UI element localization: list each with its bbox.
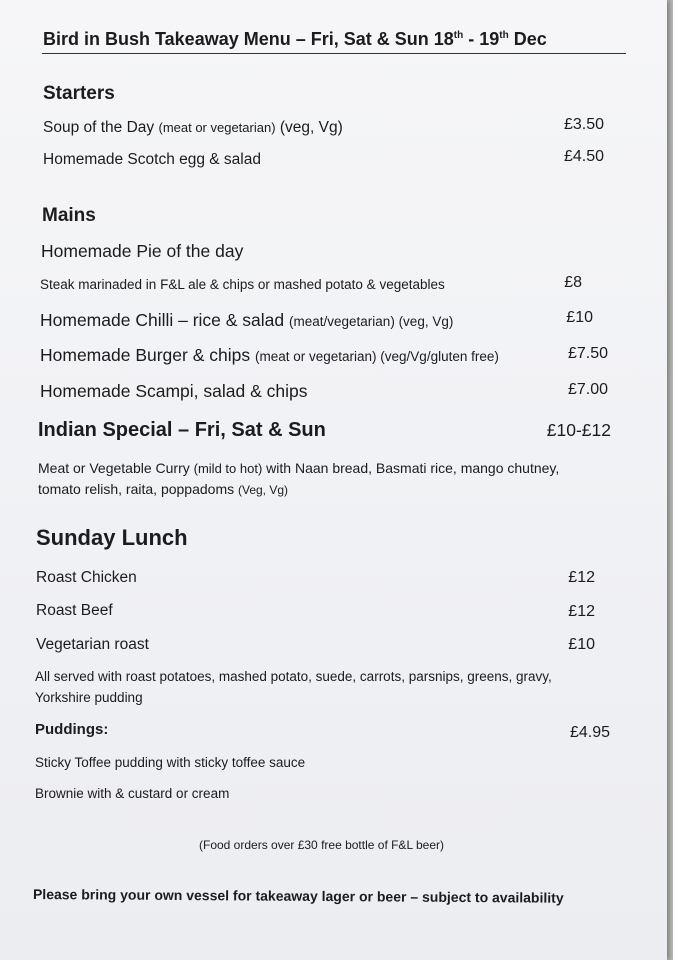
sunday-vegetarian-roast-price: £10 [568, 636, 595, 653]
starter-soup-price: £3.50 [563, 116, 604, 133]
starter-soup: Soup of the Day (meat or vegetarian) (veg, Vg) [43, 119, 343, 136]
puddings-heading: Puddings: [35, 721, 109, 738]
puddings-price: £4.95 [569, 724, 610, 741]
starters-heading: Starters [43, 83, 115, 104]
sunday-roast-chicken: Roast Chicken [36, 569, 137, 586]
free-beer-offer: (Food orders over £30 free bottle of F&L beer) [199, 838, 445, 852]
mains-heading: Mains [42, 205, 96, 226]
sunday-served-with-1: All served with roast potatoes, mashed potato, suede, carrots, parsnips, greens, gravy, [35, 669, 552, 684]
title-divider [42, 53, 626, 54]
sunday-lunch-heading: Sunday Lunch [36, 525, 188, 550]
sunday-vegetarian-roast: Vegetarian roast [36, 636, 149, 653]
main-scampi: Homemade Scampi, salad & chips [40, 381, 308, 401]
indian-special-description-1: Meat or Vegetable Curry (mild to hot) with Naan bread, Basmati rice, mango chutney, [38, 460, 560, 476]
main-chilli: Homemade Chilli – rice & salad (meat/vegetarian) (veg, Vg) [40, 310, 454, 330]
footer-notice: Please bring your own vessel for takeaway lager or beer – subject to availability [32, 886, 564, 906]
main-burger: Homemade Burger & chips (meat or vegetarian) (veg/Vg/gluten free) [40, 345, 499, 365]
pudding-sticky-toffee: Sticky Toffee pudding with sticky toffee sauce [35, 755, 306, 770]
main-steak-price: £8 [564, 274, 582, 291]
main-pie: Homemade Pie of the day [41, 241, 244, 261]
main-steak: Steak marinaded in F&L ale & chips or mashed potato & vegetables [40, 277, 445, 292]
pudding-brownie: Brownie with & custard or cream [35, 786, 230, 801]
starter-scotch-egg: Homemade Scotch egg & salad [43, 151, 261, 168]
main-scampi-price: £7.00 [567, 381, 608, 398]
sunday-roast-chicken-price: £12 [568, 569, 595, 586]
menu-title: Bird in Bush Takeaway Menu – Fri, Sat & Sun 18th - 19th Dec [43, 29, 547, 49]
indian-special-description-2: tomato relish, raita, poppadoms (Veg, Vg) [38, 481, 289, 497]
indian-special-heading: Indian Special – Fri, Sat & Sun [38, 419, 326, 441]
indian-special-price: £10-£12 [546, 420, 611, 440]
starter-scotch-egg-price: £4.50 [563, 148, 604, 165]
sunday-roast-beef-price: £12 [568, 603, 595, 620]
main-chilli-price: £10 [566, 309, 593, 326]
main-burger-price: £7.50 [567, 345, 608, 362]
sunday-served-with-2: Yorkshire pudding [35, 690, 143, 705]
sunday-roast-beef: Roast Beef [36, 602, 113, 619]
